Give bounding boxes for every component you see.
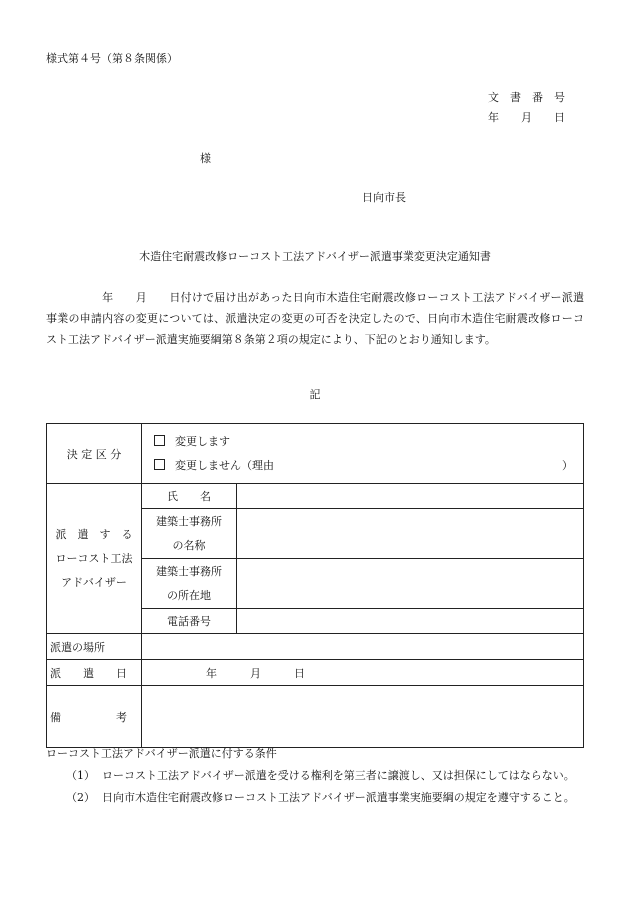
remarks-label: 備 考	[47, 686, 142, 748]
place-row	[47, 634, 584, 660]
condition-item-1	[46, 765, 586, 787]
advisor-label	[47, 484, 142, 634]
name-value[interactable]	[237, 484, 584, 509]
body-paragraph: 年 月 日付けで届け出があった日向市木造住宅耐震改修ローコスト工法アドバイザー派遣事業の申請内容の変更については、派遣決定の変更の可否を決定したので、日向市木造住宅耐震改修ローコスト工法アドバイザー派遣実施要綱第８条第２項の規定により、下記のとおり通知します。	[46, 291, 584, 346]
condition-number-1: （1）	[66, 769, 95, 782]
place-value[interactable]	[142, 634, 584, 660]
date-row	[47, 660, 584, 686]
conditions-heading: ローコスト工法アドバイザー派遣に付する条件	[46, 747, 277, 760]
advisor-label-line2: ローコスト工法	[55, 551, 133, 565]
remarks-row	[47, 686, 584, 748]
option-reject[interactable]	[154, 454, 583, 478]
option-reject-close: ）	[562, 458, 573, 472]
advisor-label-line3: アドバイザー	[61, 575, 127, 589]
date-header: 年 月 日	[488, 111, 565, 124]
place-label: 派遣の場所	[47, 634, 142, 660]
condition-text-2: 日向市木造住宅耐震改修ローコスト工法アドバイザー派遣事業実施要綱の規定を遵守すること。	[102, 791, 575, 804]
office-name-label-line2: の名称	[172, 538, 206, 552]
office-address-value[interactable]	[237, 559, 584, 609]
advisor-label-line1: 派 遣 す る	[55, 527, 133, 541]
form-id: 様式第４号（第８条関係）	[46, 52, 178, 65]
option-approve-label: 変更します	[175, 434, 230, 448]
date-label: 派 遣 日	[47, 660, 142, 686]
notification-table	[46, 423, 584, 748]
date-value: 年 月 日	[142, 660, 584, 686]
phone-label: 電話番号	[142, 609, 237, 634]
document-number: 文 書 番 号	[488, 91, 565, 104]
decision-label: 決 定 区 分	[47, 424, 142, 484]
approve-checkbox[interactable]	[154, 435, 165, 446]
name-label: 氏 名	[142, 484, 237, 509]
decision-options	[142, 424, 584, 484]
condition-text-1: ローコスト工法アドバイザー派遣を受ける権利を第三者に譲渡し、又は担保にしてはならない。	[102, 769, 575, 782]
office-address-label-line2: の所在地	[167, 588, 211, 602]
recipient-suffix: 様	[200, 152, 211, 165]
phone-value[interactable]	[237, 609, 584, 634]
conditions-section	[46, 743, 586, 809]
office-name-value[interactable]	[237, 509, 584, 559]
office-name-label-line1: 建築士事務所	[156, 514, 222, 528]
condition-item-2	[46, 787, 586, 809]
office-address-label-line1: 建築士事務所	[156, 564, 222, 578]
condition-number-2: （2）	[66, 791, 95, 804]
option-reject-label: 変更しません（理由	[175, 458, 274, 472]
advisor-name-row	[47, 484, 584, 509]
page-title: 木造住宅耐震改修ローコスト工法アドバイザー派遣事業変更決定通知書	[139, 250, 491, 263]
office-address-label	[142, 559, 237, 609]
remarks-value[interactable]	[142, 686, 584, 748]
office-name-label	[142, 509, 237, 559]
reject-checkbox[interactable]	[154, 459, 165, 470]
decision-row	[47, 424, 584, 484]
sender: 日向市長	[362, 191, 406, 204]
ki-heading: 記	[309, 388, 321, 401]
option-approve[interactable]	[154, 430, 583, 454]
